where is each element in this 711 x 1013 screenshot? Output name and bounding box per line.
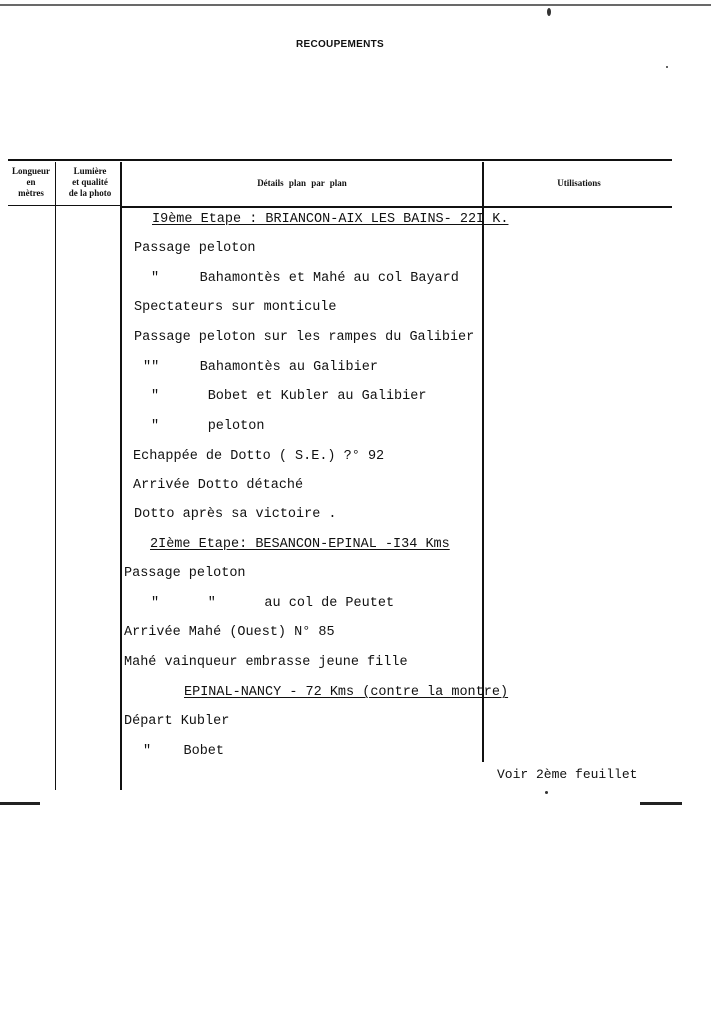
detail-row-3: Spectateurs sur monticule: [134, 300, 337, 315]
header-bottom-rule-right: [121, 206, 672, 208]
column-header-length-line2: en: [26, 177, 36, 187]
column-divider-2: [120, 162, 122, 790]
detail-row-14: Arrivée Mahé (Ouest) N° 85: [124, 625, 335, 640]
stage-heading-19: I9ème Etape : BRIANCON-AIX LES BAINS- 22I K.: [152, 212, 509, 227]
scan-speck: [666, 66, 668, 68]
column-header-light-line1: Lumière: [73, 166, 107, 176]
detail-row-17: Départ Kubler: [124, 714, 230, 729]
detail-row-12: Passage peloton: [124, 566, 246, 581]
header-bottom-rule-left: [8, 205, 120, 206]
column-header-light-line2: et qualité: [72, 177, 108, 187]
column-header-length-line1: Longueur: [11, 166, 50, 176]
detail-row-4: Passage peloton sur les rampes du Galibier: [134, 330, 475, 345]
detail-row-1: Passage peloton: [134, 241, 256, 256]
continuation-note: Voir 2ème feuillet: [497, 767, 638, 782]
column-header-uses: Utilisations: [557, 178, 601, 188]
scan-speck: [547, 8, 551, 16]
column-divider-1: [55, 162, 56, 790]
column-header-length: [5, 166, 57, 199]
column-header-light-line3: de la photo: [68, 188, 112, 198]
detail-row-10: Dotto après sa victoire .: [134, 507, 337, 522]
detail-row-7: " peloton: [151, 419, 265, 434]
page-title: RECOUPEMENTS: [295, 39, 385, 50]
detail-row-8: Echappée de Dotto ( S.E.) ?° 92: [133, 449, 385, 464]
detail-row-6: " Bobet et Kubler au Galibier: [151, 389, 427, 404]
detail-row-5: "" Bahamontès au Galibier: [143, 360, 378, 375]
column-divider-3: [482, 162, 484, 762]
detail-row-9: Arrivée Dotto détaché: [133, 478, 304, 493]
column-header-details: Détails plan par plan: [257, 178, 347, 188]
scan-mark-bottom-right: [640, 802, 682, 805]
detail-row-2: " Bahamontès et Mahé au col Bayard: [151, 271, 459, 286]
column-header-light: [58, 166, 122, 199]
table-top-rule: [8, 159, 672, 161]
stage-heading-21: 2Ième Etape: BESANCON-EPINAL -I34 Kms: [150, 537, 450, 552]
scan-edge-top: [0, 4, 711, 6]
scan-speck: [545, 791, 548, 794]
scan-mark-bottom-left: [0, 802, 40, 805]
column-header-length-line3: mètres: [18, 188, 44, 198]
detail-row-13: " " au col de Peutet: [151, 596, 395, 611]
detail-row-18: " Bobet: [143, 744, 225, 759]
stage-heading-epinal-nancy: EPINAL-NANCY - 72 Kms (contre la montre): [184, 685, 509, 700]
detail-row-15: Mahé vainqueur embrasse jeune fille: [124, 655, 408, 670]
